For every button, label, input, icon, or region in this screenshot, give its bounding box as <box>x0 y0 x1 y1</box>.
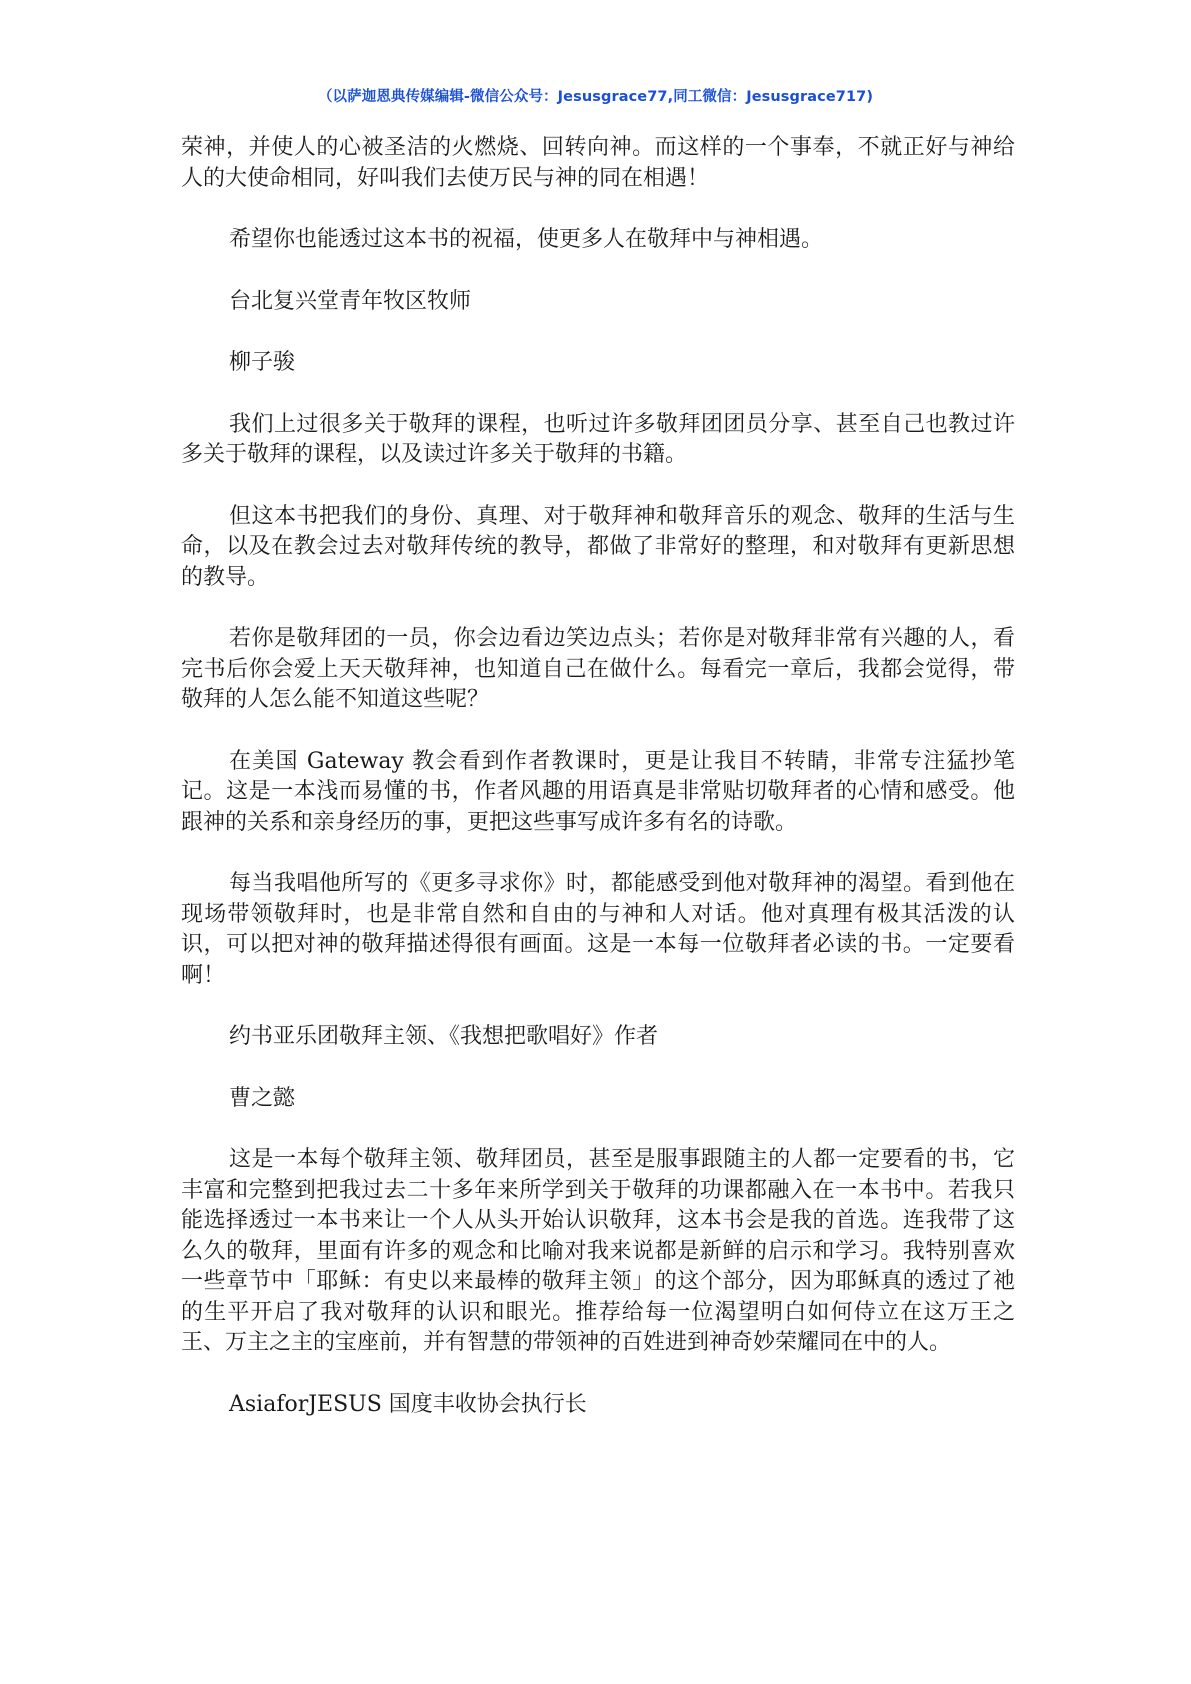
paragraph: 在美国 Gateway 教会看到作者教课时，更是让我目不转睛，非常专注猛抄笔记。这是一本浅而易懂的书，作者风趣的用语真是非常贴切敬拜者的心情和感受。他跟神的关系和亲身经历的事，更把这些事写成许多有名的诗歌。 <box>181 748 1015 835</box>
paragraph: 若你是敬拜团的一员，你会边看边笑边点头；若你是对敬拜非常有兴趣的人，看完书后你会爱上天天敬拜神，也知道自己在做什么。每看完一章后，我都会觉得，带敬拜的人怎么能不知道这些呢？ <box>181 626 1015 712</box>
page-header: （以萨迦恩典传媒编辑-微信公众号：Jesusgrace77,同工微信：Jesusgrace717) <box>317 89 874 105</box>
paragraph: 但这本书把我们的身份、真理、对于敬拜神和敬拜音乐的观念、敬拜的生活与生命，以及在教会过去对敬拜传统的教导，都做了非常好的整理，和对敬拜有更新思想的教导。 <box>181 503 1015 590</box>
paragraph: 希望你也能透过这本书的祝福，使更多人在敬拜中与神相遇。 <box>229 227 824 252</box>
endorser-title: 台北复兴堂青年牧区牧师 <box>229 288 472 314</box>
paragraph: 这是一本每个敬拜主领、敬拜团员，甚至是服事跟随主的人都一定要看的书，它丰富和完整到把我过去二十多年来所学到关于敬拜的功课都融入在一本书中。若我只能选择透过一本书来让一个人从头开始认识敬拜，这本书会是我的首选。连我带了这么久的敬拜，里面有许多的观念和比喻对我来说都是新鲜的启示和学习。我特别喜欢一些章节中「耶稣：有史以来最棒的敬拜主领」的这个部分，因为耶稣真的透过了祂的生平开启了我对敬拜的认识和眼光。推荐给每一位渴望明白如何侍立在这万王之王、万主之主的宝座前，并有智慧的带领神的百姓进到神奇妙荣耀同在中的人。 <box>181 1147 1015 1355</box>
endorser-title: 约书亚乐团敬拜主领、《我想把歌唱好》作者 <box>229 1024 659 1049</box>
document-body <box>181 133 1015 1451</box>
endorser-name: 柳子骏 <box>229 350 296 375</box>
paragraph: 荣神，并使人的心被圣洁的火燃烧、回转向神。而这样的一个事奉，不就正好与神给人的大使命相同，好叫我们去使万民与神的同在相遇！ <box>181 135 1015 191</box>
endorser-name: 曹之懿 <box>229 1085 296 1111</box>
paragraph: 我们上过很多关于敬拜的课程，也听过许多敬拜团团员分享、甚至自己也教过许多关于敬拜的课程，以及读过许多关于敬拜的书籍。 <box>181 411 1015 467</box>
endorser-title: AsiaforJESUS 国度丰收协会执行长 <box>229 1391 587 1417</box>
paragraph: 每当我唱他所写的《更多寻求你》时，都能感受到他对敬拜神的渴望。看到他在现场带领敬拜时，也是非常自然和自由的与神和人对话。他对真理有极其活泼的认识，可以把对神的敬拜描述得很有画面。这是一本每一位敬拜者必读的书。一定要看啊！ <box>181 871 1015 988</box>
